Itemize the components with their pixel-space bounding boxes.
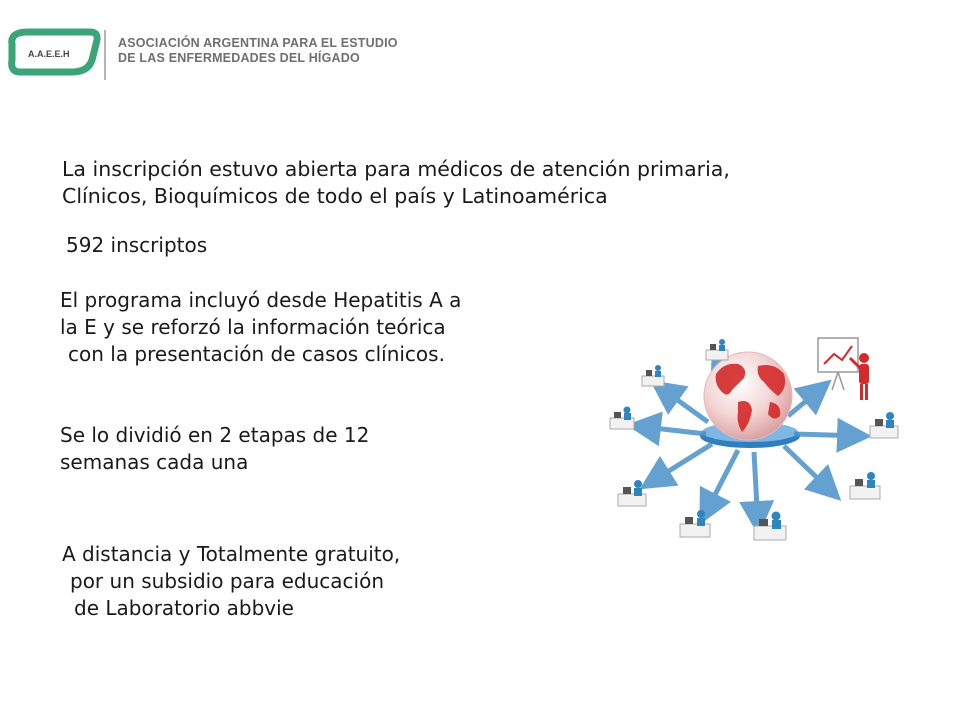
- program-text: [60, 287, 461, 368]
- program-line3: con la presentación de casos clínicos.: [68, 342, 445, 366]
- logo-divider: [104, 30, 106, 80]
- workstation-icon: [642, 365, 664, 386]
- registration-line1: La inscripción estuvo abierta para médicos de atención primaria,: [62, 157, 730, 181]
- workstation-icon: [870, 412, 898, 438]
- logo-text: A.A.E.E.H: [28, 49, 70, 59]
- funding-line1: A distancia y Totalmente gratuito,: [62, 542, 401, 566]
- workstation-icon: [610, 407, 634, 430]
- funding-line2: por un subsidio para educación: [70, 569, 385, 593]
- workstation-icon: [706, 339, 728, 360]
- globe-icon: [704, 352, 792, 440]
- funding-text: [62, 541, 400, 622]
- enrolled-count: 592 inscriptos: [66, 233, 208, 257]
- stages-line1: Se lo dividió en 2 etapas de 12: [60, 423, 370, 447]
- registration-text: [62, 156, 730, 210]
- stages-text: [60, 422, 369, 476]
- funding-line3: de Laboratorio abbvie: [74, 596, 294, 620]
- aaeeh-logo: [6, 26, 102, 82]
- presenter-icon: [818, 338, 869, 400]
- stages-line2: semanas cada una: [60, 450, 249, 474]
- workstation-icon: [618, 480, 646, 506]
- organization-name-line2: DE LAS ENFERMEDADES DEL HÍGADO: [118, 51, 360, 65]
- registration-line2: Clínicos, Bioquímicos de todo el país y Latinoamérica: [62, 184, 608, 208]
- organization-name: [118, 36, 398, 66]
- organization-name-line1: ASOCIACIÓN ARGENTINA PARA EL ESTUDIO: [118, 36, 398, 50]
- program-line2: la E y se reforzó la información teórica: [60, 315, 446, 339]
- workstation-icon: [850, 472, 880, 499]
- program-line1: El programa incluyó desde Hepatitis A a: [60, 288, 462, 312]
- globe-network-illustration: [588, 318, 924, 564]
